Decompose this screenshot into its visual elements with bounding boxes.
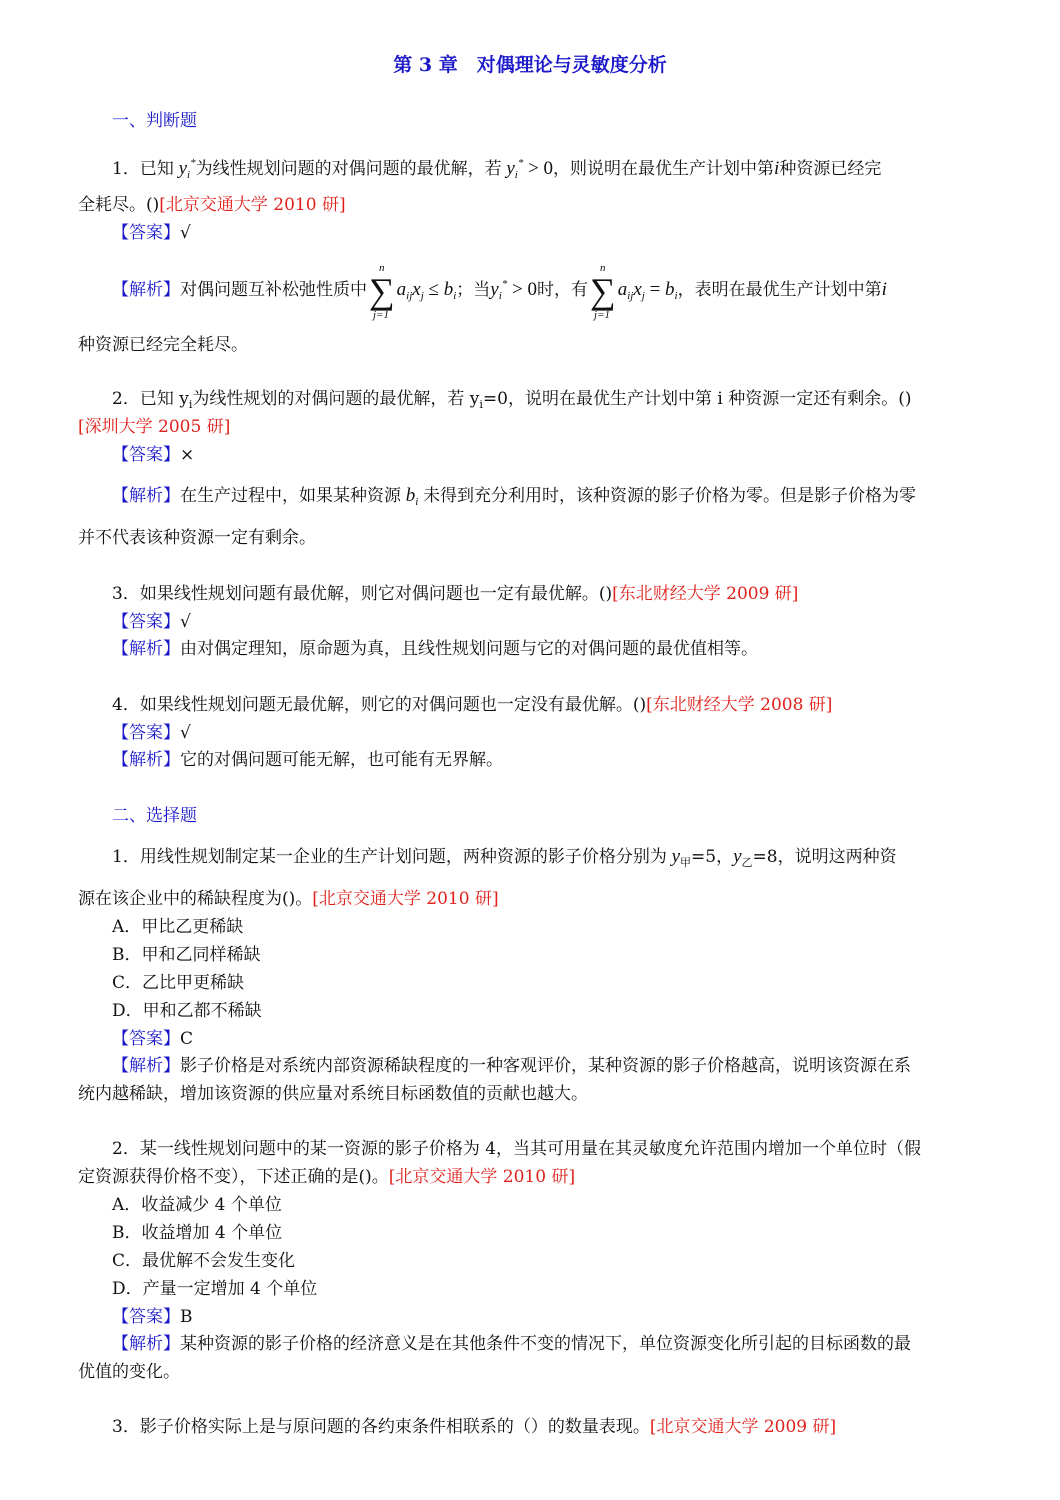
choice-q3-text: 3．影子价格实际上是与原问题的各约束条件相联系的（）的数量表现。[北京交通大学 2009 研] — [112, 1417, 837, 1437]
judge-q2-analysis-line1: 【解析】在生产过程中，如果某种资源 $b_i$ 未得到充分利用时，该种资源的影子价格为零。但是影子价格为零 — [112, 485, 917, 508]
choice-q1-line1: 1．用线性规划制定某一企业的生产计划问题，两种资源的影子价格分别为 $y_甲=5$，$y_乙=8$，说明这两种资 — [112, 846, 897, 869]
section-heading-choice: 二、选择题 — [112, 806, 197, 826]
choice-q2-option-c: C．最优解不会发生变化 — [112, 1251, 296, 1271]
choice-q2-answer: 【答案】B — [112, 1307, 193, 1327]
source-tag: [东北财经大学 2008 研] — [646, 695, 833, 715]
choice-q1-option-a: A．甲比乙更稀缺 — [112, 917, 244, 937]
choice-q2-analysis-line2: 优值的变化。 — [78, 1362, 180, 1382]
judge-q4-analysis: 【解析】它的对偶问题可能无解，也可能有无界解。 — [112, 750, 503, 770]
source-tag: [北京交通大学 2009 研] — [649, 1417, 837, 1437]
section-heading-judge: 一、判断题 — [112, 111, 197, 131]
judge-q1-line1: 1．已知 $y_i^*$为线性规划问题的对偶问题的最优解，若 $y_i^* > 0$，则说明在最优生产计划中第i种资源已经完 — [112, 157, 882, 181]
judge-q2-line1: 2．已知 $y_i$为线性规划的对偶问题的最优解，若 $y_i=0$，说明在最优生产计划中第 i 种资源一定还有剩余。() — [112, 389, 912, 411]
judge-q2-answer: 【答案】× — [112, 445, 195, 465]
choice-q1-answer: 【答案】C — [112, 1029, 194, 1049]
choice-q2-line1: 2．某一线性规划问题中的某一资源的影子价格为 4，当其可用量在其灵敏度允许范围内增加一个单位时（假 — [112, 1139, 922, 1159]
judge-q3-text: 3．如果线性规划问题有最优解，则它对偶问题也一定有最优解。()[东北财经大学 2009 研] — [112, 584, 799, 604]
judge-q4-answer: 【答案】√ — [112, 723, 191, 743]
summation-symbol: ∑ n j=1 — [590, 261, 616, 321]
judge-q1-answer: 【答案】√ — [112, 223, 191, 243]
choice-q2-option-b: B．收益增加 4 个单位 — [112, 1223, 283, 1243]
source-tag: [北京交通大学 2010 研] — [388, 1167, 576, 1187]
judge-q4-text: 4．如果线性规划问题无最优解，则它的对偶问题也一定没有最优解。()[东北财经大学 2008 研] — [112, 695, 833, 715]
choice-q1-option-d: D．甲和乙都不稀缺 — [112, 1001, 262, 1021]
judge-q1-analysis-line1: 【解析】对偶问题互补松弛性质中∑ n j=1 $a_{ij}x_j \le b_i$；当$y_i^* > 0$时，有∑ n j=1 $a_{ij}x_j = b_i$，表明在最优生产计划中第i — [112, 261, 887, 321]
choice-q2-option-a: A．收益减少 4 个单位 — [112, 1195, 282, 1215]
summation-symbol: ∑ n j=1 — [369, 261, 395, 321]
choice-q2-option-d: D．产量一定增加 4 个单位 — [112, 1279, 318, 1299]
judge-q1-analysis-line2: 种资源已经完全耗尽。 — [78, 335, 248, 355]
source-tag: [深圳大学 2005 研] — [78, 417, 231, 437]
judge-q2-analysis-line2: 并不代表该种资源一定有剩余。 — [78, 528, 316, 548]
choice-q2-analysis-line1: 【解析】某种资源的影子价格的经济意义是在其他条件不变的情况下，单位资源变化所引起的目标函数的最 — [112, 1334, 911, 1354]
choice-q1-option-c: C．乙比甲更稀缺 — [112, 973, 245, 993]
source-tag: [北京交通大学 2010 研] — [159, 195, 346, 215]
chapter-title: 第 3 章 对偶理论与灵敏度分析 — [393, 54, 667, 76]
source-tag: [东北财经大学 2009 研] — [612, 584, 799, 604]
source-tag: [北京交通大学 2010 研] — [312, 889, 499, 909]
choice-q1-analysis-line1: 【解析】影子价格是对系统内部资源稀缺程度的一种客观评价，某种资源的影子价格越高，说明该资源在系 — [112, 1056, 911, 1076]
choice-q1-line2: 源在该企业中的稀缺程度为()。[北京交通大学 2010 研] — [78, 889, 499, 909]
choice-q2-line2: 定资源获得价格不变），下述正确的是()。[北京交通大学 2010 研] — [78, 1167, 576, 1187]
judge-q3-analysis: 【解析】由对偶定理知，原命题为真，且线性规划问题与它的对偶问题的最优值相等。 — [112, 639, 758, 659]
choice-q1-analysis-line2: 统内越稀缺，增加该资源的供应量对系统目标函数值的贡献也越大。 — [78, 1084, 588, 1104]
judge-q3-answer: 【答案】√ — [112, 612, 191, 632]
judge-q1-line2: 全耗尽。()[北京交通大学 2010 研] — [78, 195, 346, 215]
choice-q1-option-b: B．甲和乙同样稀缺 — [112, 945, 261, 965]
